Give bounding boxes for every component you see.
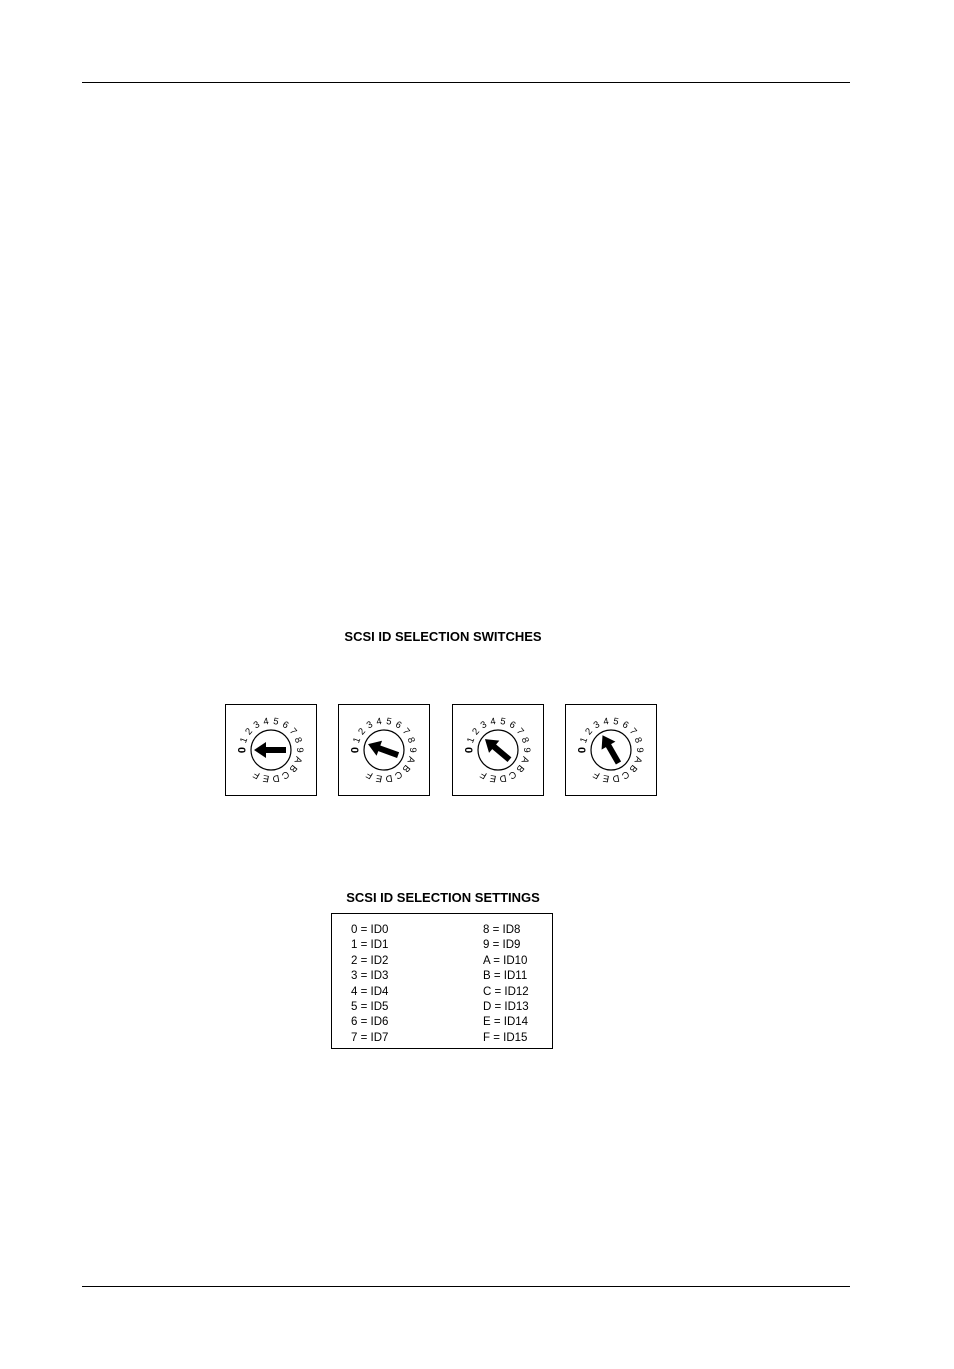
dial-label: 3 xyxy=(251,719,262,732)
rotary-switch-1-dial xyxy=(226,705,316,795)
dial-label: F xyxy=(478,768,490,781)
dial-label: E xyxy=(374,772,384,785)
dial-label: 4 xyxy=(262,716,270,728)
dial-label: F xyxy=(591,768,603,781)
settings-entry: 6 = ID6 xyxy=(351,1016,389,1029)
dial-label: 4 xyxy=(375,716,383,728)
dial-label: A xyxy=(518,754,532,765)
dial-label: 3 xyxy=(478,719,489,732)
dial-label: 5 xyxy=(499,716,507,728)
dial-label: 1 xyxy=(578,735,591,745)
dial-label: A xyxy=(631,754,645,765)
dial-label: D xyxy=(611,772,621,785)
dial-label: E xyxy=(601,772,611,785)
dial-label: 6 xyxy=(280,719,291,732)
dial-label: E xyxy=(261,772,271,785)
dial-label: 3 xyxy=(364,719,375,732)
rotary-switch-1 xyxy=(225,704,317,796)
settings-entry: 0 = ID0 xyxy=(351,924,389,936)
header-rule xyxy=(82,82,850,83)
dial-label: C xyxy=(619,768,631,782)
dial-label: 3 xyxy=(591,719,602,732)
dial-label: 2 xyxy=(470,726,483,738)
dial-label: B xyxy=(513,762,527,775)
dial-label: 0 xyxy=(576,746,589,754)
switch-row xyxy=(0,704,954,796)
dial-label: 2 xyxy=(356,726,369,738)
settings-entry: 5 = ID5 xyxy=(351,1001,389,1014)
dial-label: 5 xyxy=(385,716,393,728)
dial-label: 0 xyxy=(349,746,362,754)
settings-entry: B = ID11 xyxy=(483,970,528,983)
settings-entry: 4 = ID4 xyxy=(351,985,389,998)
footer-rule xyxy=(82,1286,850,1287)
dial-label: 9 xyxy=(634,747,645,753)
settings-entry: D = ID13 xyxy=(483,1001,529,1014)
dial-label: 8 xyxy=(631,735,644,745)
dial-label: 7 xyxy=(286,726,299,738)
dial-label: D xyxy=(384,772,394,785)
dial-label: C xyxy=(392,768,404,782)
dial-label: 6 xyxy=(507,719,518,732)
settings-right-column xyxy=(483,923,529,1046)
dial-label: 1 xyxy=(465,735,478,745)
dial-label: B xyxy=(399,762,413,775)
dial-label: 7 xyxy=(626,726,639,738)
dial-label: A xyxy=(291,754,305,765)
dial-label: 6 xyxy=(620,719,631,732)
rotary-switch-3-dial xyxy=(453,705,543,795)
settings-entry: A = ID10 xyxy=(483,954,528,967)
dial-label: 4 xyxy=(489,716,497,728)
settings-entry: 7 = ID7 xyxy=(351,1031,389,1044)
dial-label: A xyxy=(404,754,418,765)
dial-label: 8 xyxy=(518,735,531,745)
rotary-switch-3 xyxy=(452,704,544,796)
dial-label: 9 xyxy=(294,747,305,753)
settings-entry: 9 = ID9 xyxy=(483,939,521,952)
settings-table xyxy=(331,913,553,1049)
switches-section-title: SCSI ID SELECTION SWITCHES xyxy=(344,629,542,644)
dial-label: 1 xyxy=(351,735,364,745)
dial-label: E xyxy=(488,772,498,785)
rotary-switch-4-dial xyxy=(566,705,656,795)
dial-label: 7 xyxy=(513,726,526,738)
settings-left-column xyxy=(351,923,388,1046)
dial-label: 8 xyxy=(291,735,304,745)
settings-entry: E = ID14 xyxy=(483,1016,529,1029)
rotary-switch-4 xyxy=(565,704,657,796)
dial-label: 5 xyxy=(612,716,620,728)
rotary-switch-2 xyxy=(338,704,430,796)
dial-label: C xyxy=(279,768,291,782)
rotary-switch-2-dial xyxy=(339,705,429,795)
dial-label: 6 xyxy=(393,719,404,732)
dial-label: D xyxy=(271,772,281,785)
dial-label: 2 xyxy=(583,726,596,738)
dial-label: B xyxy=(286,762,300,775)
settings-entry: 2 = ID2 xyxy=(351,954,389,967)
settings-section-title: SCSI ID SELECTION SETTINGS xyxy=(346,890,540,905)
dial-label: D xyxy=(498,772,508,785)
dial-label: F xyxy=(364,768,376,781)
dial-label: 7 xyxy=(399,726,412,738)
dial-label: C xyxy=(506,768,518,782)
dial-label: F xyxy=(251,768,263,781)
settings-entry: F = ID15 xyxy=(483,1031,528,1044)
dial-label: 8 xyxy=(404,735,417,745)
dial-label: 9 xyxy=(407,747,418,753)
dial-label: 9 xyxy=(521,747,532,753)
settings-entry: 3 = ID3 xyxy=(351,970,389,983)
dial-label: 0 xyxy=(236,746,249,754)
dial-label: 2 xyxy=(243,726,256,738)
settings-entry: 8 = ID8 xyxy=(483,924,521,936)
dial-label: B xyxy=(626,762,640,775)
settings-entry: C = ID12 xyxy=(483,985,529,998)
settings-entry: 1 = ID1 xyxy=(351,939,389,952)
dial-label: 5 xyxy=(272,716,280,728)
dial-label: 4 xyxy=(602,716,610,728)
dial-label: 1 xyxy=(238,735,251,745)
dial-label: 0 xyxy=(463,746,476,754)
